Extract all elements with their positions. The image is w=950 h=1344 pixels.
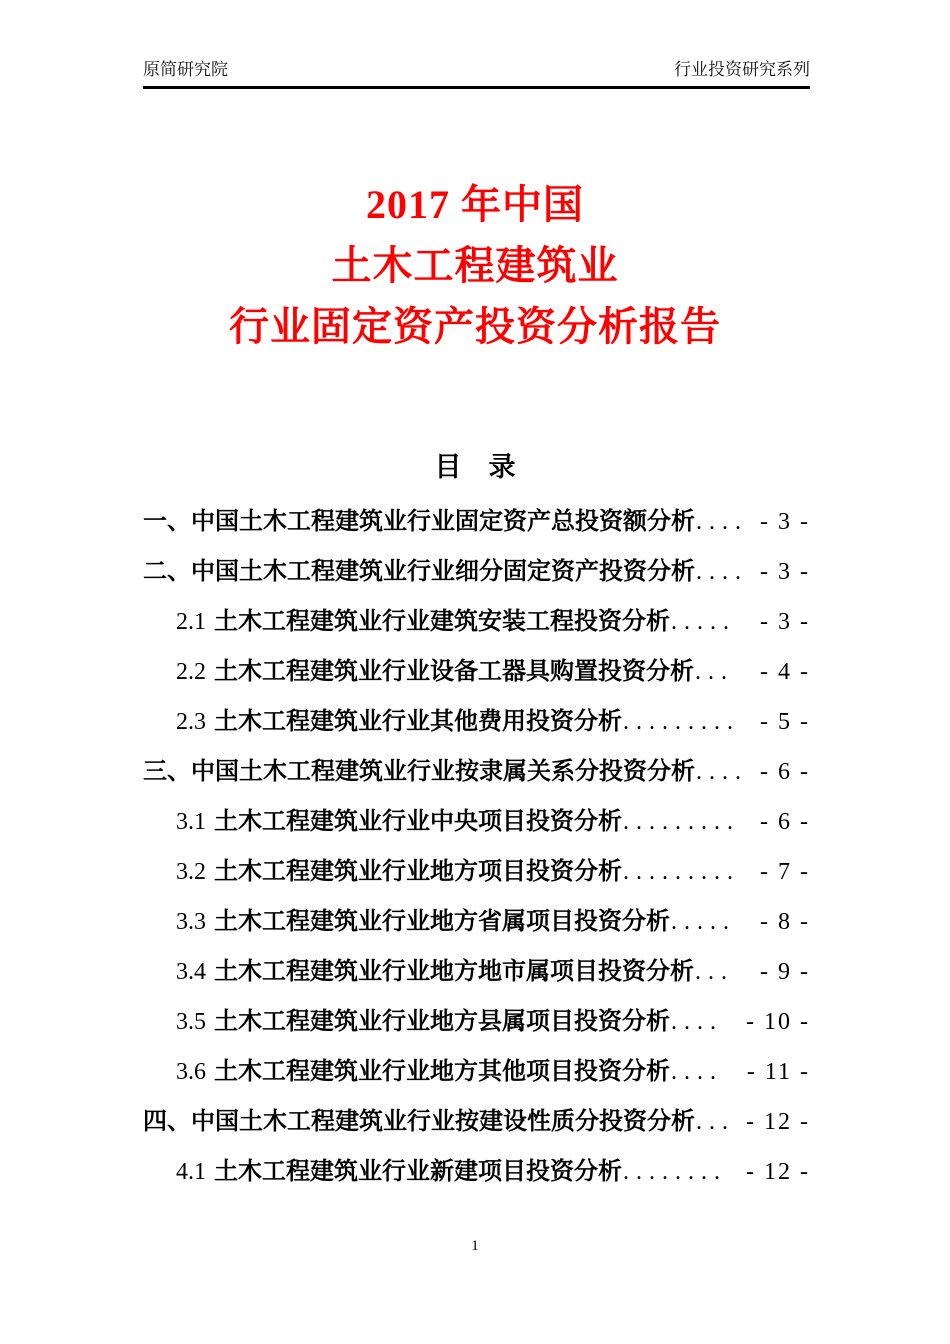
toc-entry[interactable] (143, 697, 810, 747)
toc-entry[interactable] (143, 1097, 810, 1147)
toc-entry-title: 中国土木工程建筑业行业细分固定资产投资分析 (191, 558, 695, 585)
toc-entry[interactable] (143, 897, 810, 947)
toc-list (143, 497, 810, 1197)
toc-entry-number: 3.4 (176, 959, 206, 985)
toc-entry-leader-dots: ..... (671, 609, 736, 635)
toc-entry-number: 3.2 (176, 859, 206, 885)
toc-entry-number: 四、 (143, 1108, 191, 1135)
footer (0, 1238, 950, 1255)
toc-entry[interactable] (143, 747, 810, 797)
toc-entry-title: 土木工程建筑业行业地方地市属项目投资分析 (214, 958, 694, 985)
toc-entry-leader-dots: ......... (623, 859, 740, 885)
toc-entry-page-number: - 10 - (746, 1009, 810, 1035)
toc-entry-page-number: - 11 - (746, 1059, 810, 1085)
toc-entry[interactable] (143, 847, 810, 897)
toc-entry-number: 二、 (143, 558, 191, 585)
toc-entry[interactable] (143, 997, 810, 1047)
toc-entry-title: 中国土木工程建筑业行业按隶属关系分投资分析 (191, 758, 695, 785)
toc-entry-page-number: - 12 - (746, 1159, 810, 1185)
header-left-text: 原简研究院 (143, 60, 228, 79)
toc-entry-title: 土木工程建筑业行业地方省属项目投资分析 (214, 908, 670, 935)
toc-entry-page-number: - 3 - (760, 509, 810, 535)
toc-entry-number: 2.3 (176, 709, 206, 735)
toc-entry-number: 三、 (143, 758, 191, 785)
toc-entry-page-number: - 7 - (760, 859, 810, 885)
toc-entry-page-number: - 6 - (760, 759, 810, 785)
toc-entry-page-number: - 3 - (760, 609, 810, 635)
toc-entry-leader-dots: ......... (623, 709, 740, 735)
toc-entry-leader-dots: ......... (623, 809, 740, 835)
toc-entry-leader-dots: .... (671, 1009, 723, 1035)
toc-entry-leader-dots: .... (696, 759, 748, 785)
toc-entry[interactable] (143, 1147, 810, 1197)
toc-entry-page-number: - 3 - (760, 559, 810, 585)
report-title-line-2: 土木工程建筑业 (331, 243, 619, 288)
toc-entry-number: 3.6 (176, 1059, 206, 1085)
report-title-line-3: 行业固定资产投资分析报告 (229, 304, 721, 349)
toc-entry-number: 3.5 (176, 1009, 206, 1035)
toc-entry-number: 一、 (143, 508, 191, 535)
toc-entry-title: 土木工程建筑业行业地方县属项目投资分析 (214, 1008, 670, 1035)
toc-entry[interactable] (143, 647, 810, 697)
toc-entry-page-number: - 6 - (760, 809, 810, 835)
toc-entry-page-number: - 4 - (760, 659, 810, 685)
toc-entry-title: 土木工程建筑业行业地方项目投资分析 (214, 858, 622, 885)
toc-entry-leader-dots: ... (695, 959, 734, 985)
toc-entry-title: 土木工程建筑业行业中央项目投资分析 (214, 808, 622, 835)
report-title (0, 174, 950, 357)
toc-entry-leader-dots: ... (695, 659, 734, 685)
toc-entry[interactable] (143, 797, 810, 847)
toc-entry-number: 3.1 (176, 809, 206, 835)
footer-page-number: 1 (471, 1238, 479, 1254)
toc-entry-leader-dots: ........ (623, 1159, 727, 1185)
toc-entry-leader-dots: ... (696, 1109, 735, 1135)
toc-entry[interactable] (143, 497, 810, 547)
toc-entry-number: 2.2 (176, 659, 206, 685)
toc-entry-number: 3.3 (176, 909, 206, 935)
toc-entry-leader-dots: .... (696, 559, 748, 585)
toc-entry-page-number: - 9 - (760, 959, 810, 985)
toc-entry[interactable] (143, 947, 810, 997)
toc-entry-leader-dots: ..... (671, 909, 736, 935)
toc-entry-title: 土木工程建筑业行业新建项目投资分析 (214, 1158, 622, 1185)
toc-entry-number: 4.1 (176, 1159, 206, 1185)
toc-entry-title: 中国土木工程建筑业行业固定资产总投资额分析 (191, 508, 695, 535)
toc-entry-title: 中国土木工程建筑业行业按建设性质分投资分析 (191, 1108, 695, 1135)
toc-heading: 目 录 (434, 452, 516, 482)
header-right-text: 行业投资研究系列 (674, 60, 810, 79)
toc-entry[interactable] (143, 1047, 810, 1097)
toc-entry[interactable] (143, 547, 810, 597)
toc-entry[interactable] (143, 597, 810, 647)
report-title-line-1: 2017 年中国 (366, 182, 584, 227)
toc-entry-leader-dots: .... (696, 509, 748, 535)
toc-entry-title: 土木工程建筑业行业建筑安装工程投资分析 (214, 608, 670, 635)
toc-entry-leader-dots: .... (671, 1059, 723, 1085)
toc-entry-title: 土木工程建筑业行业其他费用投资分析 (214, 708, 622, 735)
toc-entry-title: 土木工程建筑业行业设备工器具购置投资分析 (214, 658, 694, 685)
toc-entry-number: 2.1 (176, 609, 206, 635)
toc-entry-page-number: - 12 - (746, 1109, 810, 1135)
header-rule (143, 86, 810, 89)
toc-entry-title: 土木工程建筑业行业地方其他项目投资分析 (214, 1058, 670, 1085)
page-header (143, 58, 810, 82)
toc-entry-page-number: - 8 - (760, 909, 810, 935)
toc-entry-page-number: - 5 - (760, 709, 810, 735)
